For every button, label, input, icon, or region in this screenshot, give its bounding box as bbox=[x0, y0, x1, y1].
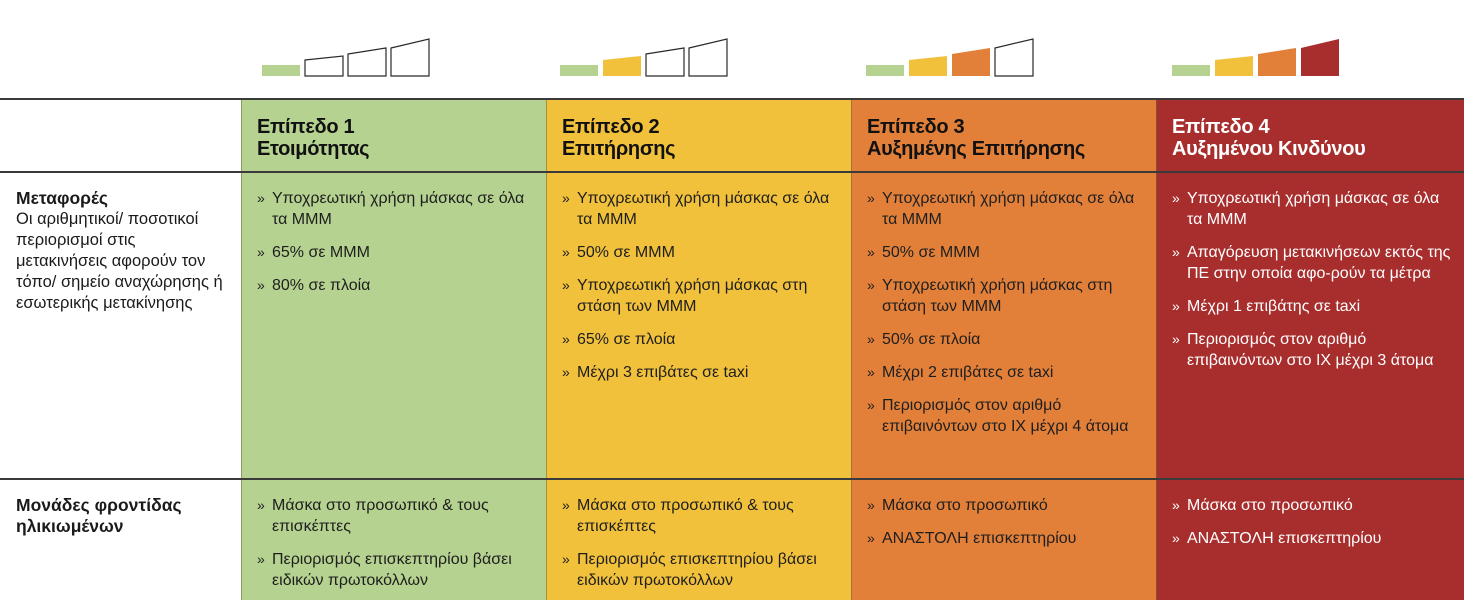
level-1-column bbox=[241, 98, 546, 600]
level-1-indicator-icon bbox=[262, 38, 432, 78]
bullet-item: » Περιορισμός στον αριθμό επιβαινόντων στο ΙΧ μέχρι 4 άτομα bbox=[867, 395, 1144, 437]
bullet-item: » Υποχρεωτική χρήση μάσκας στη στάση των ΜΜΜ bbox=[867, 275, 1144, 317]
row-divider bbox=[0, 478, 1464, 480]
level-4-indicator-icon bbox=[1172, 38, 1344, 78]
bullet-item: » Υποχρεωτική χρήση μάσκας στη στάση των ΜΜΜ bbox=[562, 275, 839, 317]
bullet-list bbox=[257, 495, 534, 600]
bullet-item: » 65% σε ΜΜΜ bbox=[257, 242, 534, 263]
level-2-column bbox=[546, 98, 851, 600]
level-number: Επίπεδο 2 bbox=[562, 116, 660, 138]
column-divider bbox=[241, 98, 242, 600]
bullet-item: » Μάσκα στο προσωπικό & τους επισκέπτες bbox=[562, 495, 839, 537]
level-header bbox=[1172, 116, 1456, 160]
level-number: Επίπεδο 1 bbox=[257, 116, 355, 138]
bullet-item: » Περιορισμός επισκεπτηρίου βάσει ειδικών πρωτοκόλλων bbox=[257, 549, 534, 591]
filled-bar-icon bbox=[909, 56, 947, 76]
bullet-item: » Υποχρεωτική χρήση μάσκας σε όλα τα ΜΜΜ bbox=[1172, 188, 1452, 230]
filled-bar-icon bbox=[1301, 39, 1339, 76]
bullet-item: » 50% σε ΜΜΜ bbox=[562, 242, 839, 263]
filled-bar-icon bbox=[952, 48, 990, 76]
bullet-item: » ΑΝΑΣΤΟΛΗ επισκεπτηρίου bbox=[867, 528, 1144, 549]
bullet-item: » 80% σε πλοία bbox=[257, 275, 534, 296]
bullet-item: » 50% σε ΜΜΜ bbox=[867, 242, 1144, 263]
row-label-elderly-care bbox=[16, 495, 231, 537]
column-divider bbox=[1156, 98, 1157, 600]
category-column bbox=[0, 98, 241, 600]
level-4-indicator-icon bbox=[1172, 38, 1342, 78]
bullet-item: » Υποχρεωτική χρήση μάσκας σε όλα τα ΜΜΜ bbox=[562, 188, 839, 230]
bullet-item: » 50% σε πλοία bbox=[867, 329, 1144, 350]
filled-bar-icon bbox=[560, 65, 598, 76]
level-number: Επίπεδο 3 bbox=[867, 116, 965, 138]
bullet-item: » 65% σε πλοία bbox=[562, 329, 839, 350]
empty-bar-icon bbox=[305, 56, 343, 76]
row-title: Μεταφορές bbox=[16, 188, 108, 208]
bullet-item: » Περιορισμός στον αριθμό επιβαινόντων στο ΙΧ μέχρι 3 άτομα bbox=[1172, 329, 1452, 371]
bullet-item: » Περιορισμός επισκεπτηρίου βάσει ειδικών πρωτοκόλλων bbox=[562, 549, 839, 591]
empty-bar-icon bbox=[348, 48, 386, 76]
level-header bbox=[562, 116, 843, 160]
bullet-list bbox=[257, 188, 534, 308]
bullet-item: » Μάσκα στο προσωπικό bbox=[1172, 495, 1452, 516]
level-2-indicator-icon bbox=[560, 38, 732, 78]
bullet-list bbox=[1172, 495, 1452, 561]
level-1-indicator-icon bbox=[262, 38, 434, 78]
filled-bar-icon bbox=[1172, 65, 1210, 76]
bullet-list bbox=[562, 188, 839, 395]
bullet-list bbox=[867, 188, 1144, 449]
bullet-item: » Μέχρι 2 επιβάτες σε taxi bbox=[867, 362, 1144, 383]
bullet-item: » Μέχρι 1 επιβάτης σε taxi bbox=[1172, 296, 1452, 317]
filled-bar-icon bbox=[603, 56, 641, 76]
row-title: Μονάδες φροντίδας ηλικιωμένων bbox=[16, 495, 182, 536]
bullet-item: » Υποχρεωτική χρήση μάσκας σε όλα τα ΜΜΜ bbox=[867, 188, 1144, 230]
filled-bar-icon bbox=[866, 65, 904, 76]
filled-bar-icon bbox=[1258, 48, 1296, 76]
filled-bar-icon bbox=[262, 65, 300, 76]
level-3-column bbox=[851, 98, 1156, 600]
bullet-item: » Μάσκα στο προσωπικό bbox=[867, 495, 1144, 516]
empty-bar-icon bbox=[391, 39, 429, 76]
level-indicators-row bbox=[0, 0, 1464, 98]
empty-bar-icon bbox=[995, 39, 1033, 76]
row-label-transport bbox=[16, 188, 231, 314]
header-divider bbox=[0, 171, 1464, 173]
level-4-column bbox=[1156, 98, 1464, 600]
column-divider bbox=[851, 98, 852, 600]
bullet-list bbox=[1172, 188, 1452, 383]
level-header bbox=[867, 116, 1148, 160]
column-divider bbox=[546, 98, 547, 600]
filled-bar-icon bbox=[1215, 56, 1253, 76]
bullet-item: » ΑΝΑΣΤΟΛΗ επισκεπτηρίου bbox=[1172, 528, 1452, 549]
level-name: Αυξημένης Επιτήρησης bbox=[867, 138, 1086, 160]
level-2-indicator-icon bbox=[560, 38, 730, 78]
row-description: Οι αριθμητικοί/ ποσοτικοί περιορισμοί στις μετακινήσεις αφορούν τον τόπο/ σημείο αναχώρησης ή εσωτερικής μετακίνησης bbox=[16, 210, 223, 312]
level-name: Αυξημένου Κινδύνου bbox=[1172, 138, 1366, 160]
level-3-indicator-icon bbox=[866, 38, 1036, 78]
level-header bbox=[257, 116, 538, 160]
empty-bar-icon bbox=[646, 48, 684, 76]
level-number: Επίπεδο 4 bbox=[1172, 116, 1270, 138]
bullet-item: » Μέχρι 3 επιβάτες σε taxi bbox=[562, 362, 839, 383]
bullet-item: » Υποχρεωτική χρήση μάσκας σε όλα τα ΜΜΜ bbox=[257, 188, 534, 230]
level-name: Ετοιμότητας bbox=[257, 138, 370, 160]
level-name: Επιτήρησης bbox=[562, 138, 676, 160]
level-3-indicator-icon bbox=[866, 38, 1038, 78]
bullet-list bbox=[562, 495, 839, 600]
empty-bar-icon bbox=[689, 39, 727, 76]
measures-table bbox=[0, 98, 1464, 600]
bullet-list bbox=[867, 495, 1144, 561]
table-top-border bbox=[0, 98, 1464, 100]
bullet-item: » Απαγόρευση μετακινήσεων εκτός της ΠΕ στην οποία αφο-ρούν τα μέτρα bbox=[1172, 242, 1452, 284]
bullet-item: » Μάσκα στο προσωπικό & τους επισκέπτες bbox=[257, 495, 534, 537]
